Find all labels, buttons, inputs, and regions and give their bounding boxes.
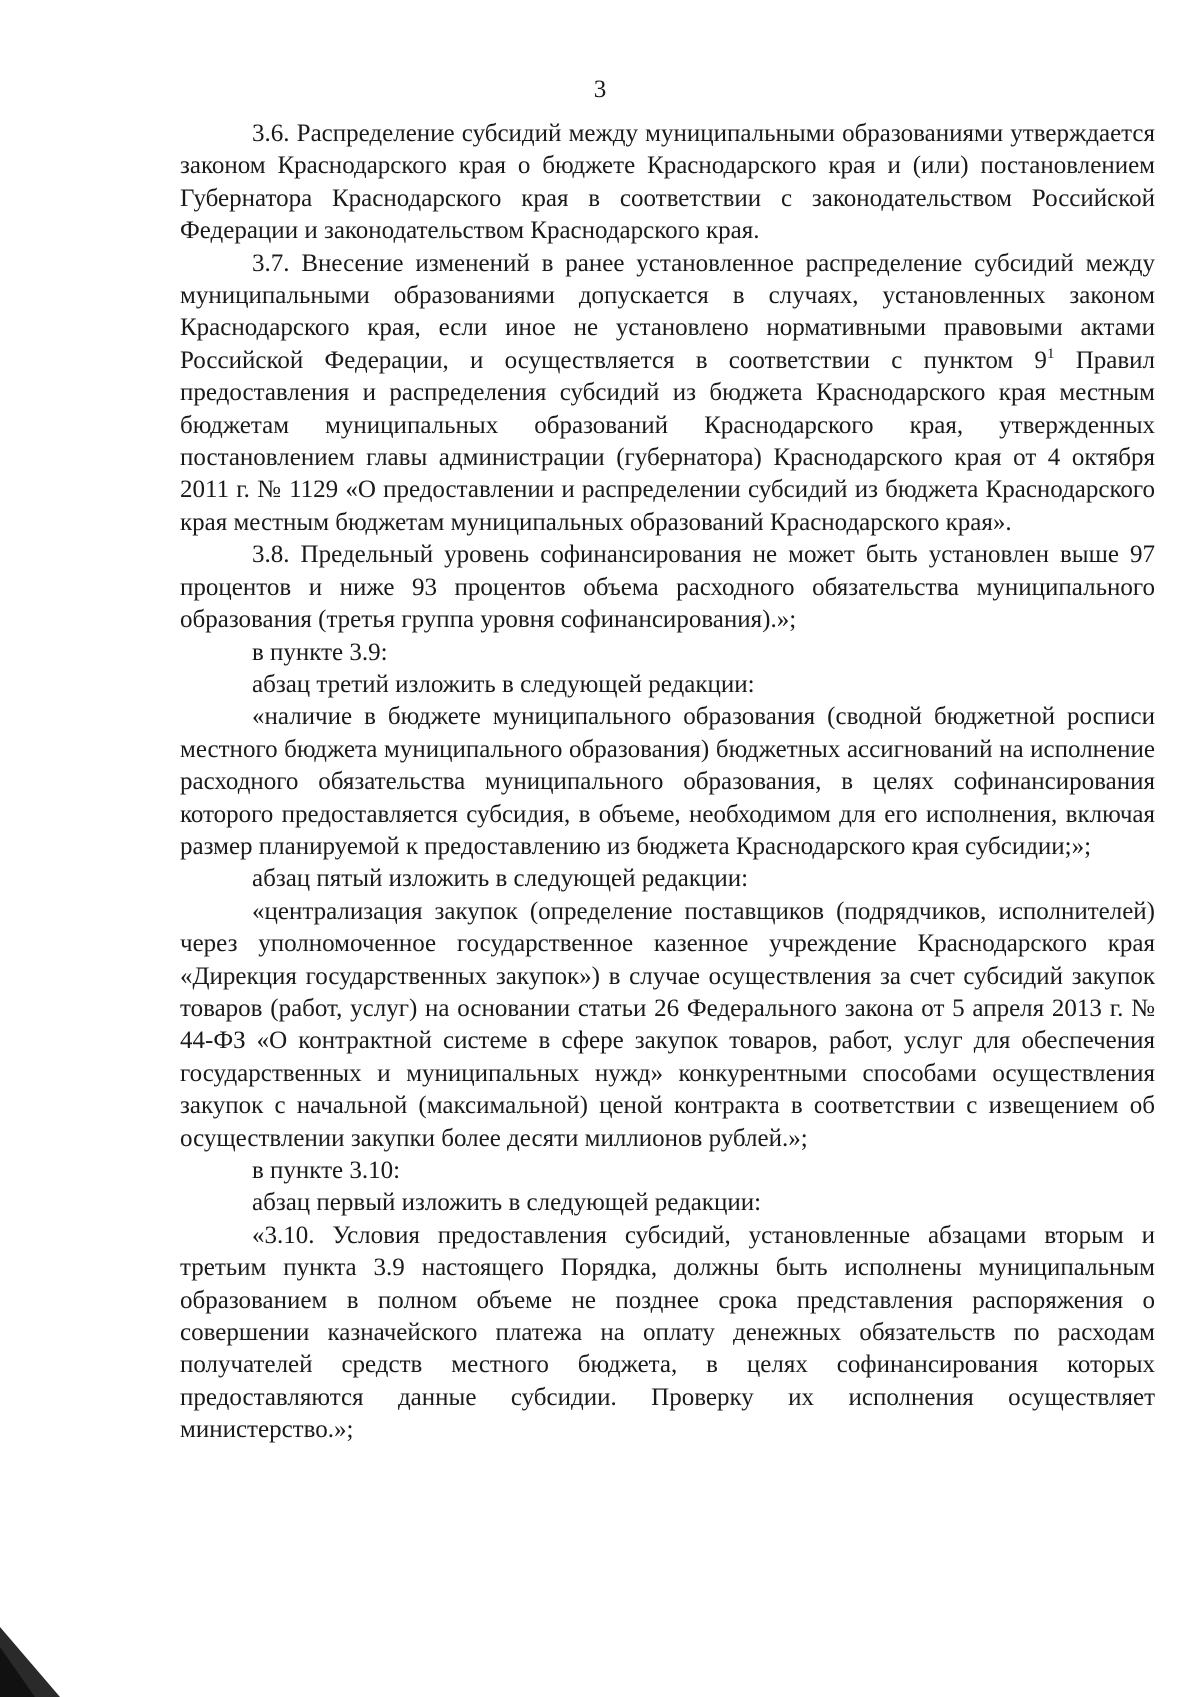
paragraph-abzac-fifth-text: «централизация закупок (определение поставщиков (подрядчиков, исполнителей) через уполномоченное государственное казенное учреждение Краснодарского края «Дирекция государственных закупок») в случае осуществления за счет субсидий закупок товаров (работ, услуг) на основании статьи 26 Федерального закона от 5 апреля 2013 г. № 44-ФЗ «О контрактной системе в сфере закупок товаров, работ, услуг для обеспечения государственных и муниципальных нужд» конкурентными способами осуществления закупок с начальной (максимальной) ценой контракта в соответствии с извещением об осуществлении закупки более десяти миллионов рублей.»;	[180, 897, 1155, 1152]
paragraph-3-7	[180, 248, 1155, 540]
paragraph-item-3-9-intro: в пункте 3.9:	[252, 638, 388, 666]
paragraph-3-8: 3.8. Предельный уровень софинансирования не может быть установлен выше 97 процентов и ниже 93 процентов объема расходного обязательства муниципального образования (третья группа уровня софинансирования).»;	[180, 541, 1155, 634]
superscript-marker: 1	[1046, 345, 1055, 362]
document-body	[180, 118, 1155, 1447]
paragraph-3-10-text: «3.10. Условия предоставления субсидий, установленные абзацами вторым и третьим пункта 3.9 настоящего Порядка, должны быть исполнены муниципальным образованием в полном объеме не позднее срока представления распоряжения о совершении казначейского платежа на оплату денежных обязательств по расходам получателей средств местного бюджета, в целях софинансирования которых предоставляются данные субсидии. Проверку их исполнения осуществляет министерство.»;	[180, 1221, 1155, 1444]
paragraph-item-3-10-intro: в пункте 3.10:	[252, 1157, 401, 1184]
paragraph-abzac-third-text: «наличие в бюджете муниципального образования (сводной бюджетной росписи местного бюджета муниципального образования) бюджетных ассигнований на исполнение расходного обязательства муниципального образования, в целях софинансирования которого предоставляется субсидия, в объеме, необходимом для его исполнения, включая размер планируемой к предоставлению из бюджета Краснодарского края субсидии;»;	[180, 703, 1155, 860]
paragraph-abzac-first-intro: абзац первый изложить в следующей редакции:	[252, 1189, 762, 1217]
scan-corner-artifact	[0, 1607, 90, 1697]
paragraph-3-7-text-end: Правил предоставления и распределения субсидий из бюджета Краснодарского края местным бюджетам муниципальных образований Краснодарского края, утвержденных постановлением главы администрации (губернатора) Краснодарского края от 4 октября 2011 г. № 1129 «О предоставлении и распределении субсидий из бюджета Краснодарского края местным бюджетам муниципальных образований Краснодарского края».	[180, 346, 1156, 536]
paragraph-abzac-fifth-intro: абзац пятый изложить в следующей редакции:	[252, 865, 749, 893]
paragraph-3-7-text-start: 3.7. Внесение изменений в ранее установленное распределение субсидий между муниципальными образованиями допускается в случаях, установленных законом Краснодарского края, если иное не установлено нормативными правовыми актами Российской Федерации, и осуществляется в соответствии с пунктом 9	[180, 249, 1155, 374]
paragraph-3-6: 3.6. Распределение субсидий между муниципальными образованиями утверждается законом Краснодарского края о бюджете Краснодарского края и (или) постановлением Губернатора Краснодарского края в соответствии с законодательством Российской Федерации и законодательством Краснодарского края.	[180, 120, 1155, 245]
page-number: 3	[593, 76, 607, 103]
paragraph-abzac-third-intro: абзац третий изложить в следующей редакции:	[252, 670, 755, 698]
